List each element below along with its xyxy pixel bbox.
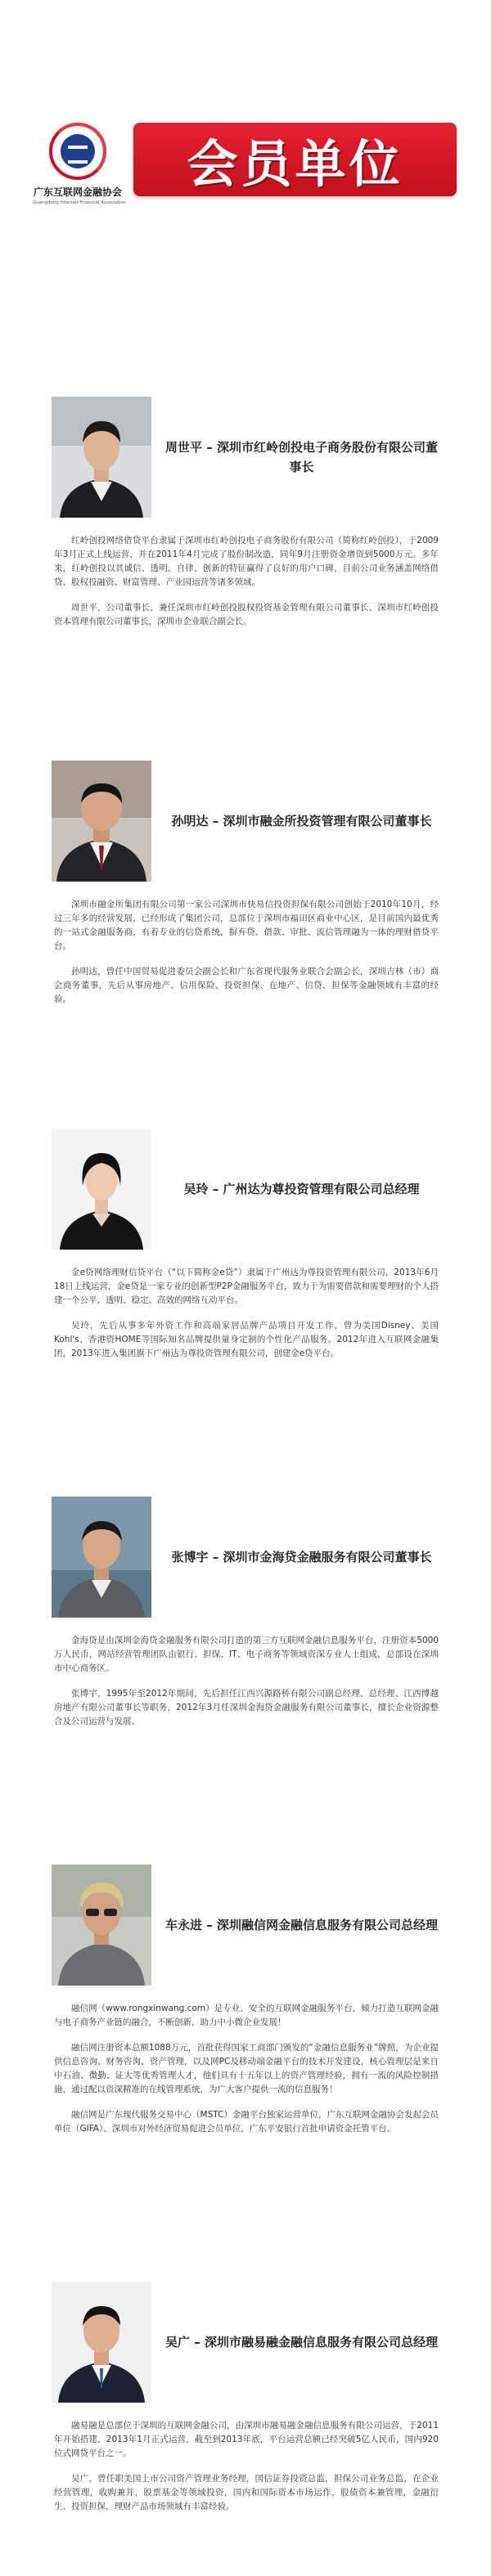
logo-chinese-name: 广东互联网金融协会: [33, 186, 122, 198]
member-paragraph: 吴玲，先后从事多年外资工作和高端家居品牌产品项目开发工作，曾为美国Disney、美国Kohl's、香港资HOME等国际知名品牌提供量身定制的个性化产品服务。2012年进入互联网金融集团，2013年进入集团旗下广州达为尊投资管理有限公司，创建金e贷平台。: [54, 1321, 439, 1358]
member-card: [0, 1865, 491, 2147]
member-paragraph: 吴广，曾任职美国上市公司资产管理业务经理，国信证券投资总监，担保公司业务总监，在企业经营管理，收购兼并，股票基金等领域投资，国内和国际资本市场运作，股债资本兼管理，金融衍生、投资担保，理财产品市场领域有丰富经验。: [54, 2474, 439, 2511]
member-card: [0, 1129, 491, 1372]
member-paragraph: 周世平，公司董事长，兼任深圳市红岭创投股权投资基金管理有限公司董事长、深圳市红岭创投资本管理有限公司董事长，深圳市企业联合副会长。: [54, 603, 439, 626]
member-photo: [52, 1497, 151, 1618]
members-banner: [133, 123, 457, 196]
member-photo: [52, 397, 151, 518]
member-photo: [52, 2282, 151, 2403]
member-title: 吴广 – 深圳市融易融金融信息服务有限公司总经理: [165, 2335, 438, 2349]
member-card: [0, 761, 491, 1018]
banner-title: 会员单位: [187, 133, 403, 194]
member-title: 周世平 – 深圳市红岭创投电子商务股份有限公司董事长: [165, 440, 438, 474]
member-paragraph: 金e贷网络理财信贷平台（“以下简称金e贷”）隶属于广州达为尊投资管理有限公司，2013年6月18日上线运营，金e贷是一家专业的创新型P2P金融服务平台，致力于为需要借款和需要理财的个人搭建一个公平、透明、稳定、高效的网络互动平台。: [54, 1268, 439, 1305]
member-paragraph: 孙明达，曾任中国贸易促进委员会副会长和广东省现代服务业联合会副会长，深圳吉林（市）商会商务董事，先后从事房地产、信用保险、投资担保、在地产、信贷、担保等金融领域有丰富的经验。: [54, 967, 439, 1004]
member-paragraph: 张博宇，1995年至2012年期间，先后担任江西兴源路桥有限公司副总经理、总经理、江西博越房地产有限公司董事长等职务，2012年3月任深圳金海贷金融服务有限公司董事长，擅长企业资源整合及公司运营与发展。: [54, 1689, 439, 1726]
member-photo: [52, 1865, 151, 1986]
member-title: 张博宇 – 深圳市金海贷金融服务有限公司董事长: [171, 1550, 432, 1564]
member-paragraph: 红岭创投网络借贷平台隶属于深圳市红岭创投电子商务股份有限公司（简称红岭创投），于2009年3月正式上线运营，并在2011年4月完成了股份制改造，同年9月注册资金增资到5000万元。多年来，红岭创投以其诚信、透明、自律、创新的特征赢得了良好的用户口碑，目前公司业务涵盖网络借贷、股权投融资、财富管理、产业园运营等诸多领域。: [54, 536, 439, 587]
member-paragraph: 融信网是广东现代服务交易中心（MSTC）金融平台独家运营单位，广东互联网金融协会发起会员单位（GIFA）、深圳市对外经济贸易促进会员单位，广东平安银行首批申请资金托管平台。: [54, 2110, 439, 2134]
member-photo: [52, 761, 151, 882]
member-card: [0, 1497, 491, 1740]
member-paragraph: 融信网注册资本总额1088万元，首批获得国家工商部门颁发的“金融信息服务业”牌照，为企业提供信息咨询、财务咨询、资产管理，以及网PC及移动端金融平台的技术开发建设，核心管理层是来自中石油、微勤、证大等优秀管理人才，他们具有十五年以上的资产管理经验，拥有一流的风险控制措施，通过配以资深精准的在线管理系统，为广大客户提供一流的信息服务！: [54, 2043, 439, 2094]
member-photo: [52, 1129, 151, 1250]
member-description: [54, 1634, 439, 1729]
member-title: 车永进 – 深圳融信网金融信息服务有限公司总经理: [165, 1918, 438, 1932]
member-description: [54, 2419, 439, 2514]
logo-emblem-icon: [49, 123, 106, 180]
member-description: [54, 1266, 439, 1361]
member-description: [54, 2002, 439, 2136]
member-description: [54, 534, 439, 629]
member-paragraph: 融信网（www.rongxinwang.com）是专业、安全的互联网金融服务平台，倾力打造互联网金融与电子商务产业链的融合，不断创新，助力中小微企业发展！: [54, 2004, 439, 2027]
member-paragraph: 融易融是总部位于深圳的互联网金融公司，由深圳市融易融金融信息服务有限公司运营，于2011年开始搭建，2013年1月正式运营，截至到2013年底，平台运营总额已经突破5亿人民币，国内920位式网贷平台之一。: [54, 2421, 439, 2458]
member-paragraph: 深圳市融金所集团有限公司第一家公司深圳市快易信投资担保有限公司创始于2010年10月，经过三年多的经营发展，已经形成了集团公司，总部位于深圳市福田区商业中心区，是目前国内最优秀的一站式金融服务商，有着专业的信贷系统，摒弃贷、借款、审批、流信管理融为一体的理财借贷平台。: [54, 900, 439, 951]
page-header: [0, 0, 491, 204]
member-description: [54, 898, 439, 1007]
association-logo: [33, 123, 127, 205]
member-title: 孙明达 – 深圳市融金所投资管理有限公司董事长: [171, 814, 432, 828]
member-title: 吴玲 – 广州达为尊投资管理有限公司总经理: [183, 1182, 420, 1196]
logo-english-name: Guangdong Internet Financial Association: [33, 200, 127, 205]
member-paragraph: 金海贷是由深圳金海贷金融服务有限公司打造的第三方互联网金融信息服务平台，注册资本5000万人民币，网站经营管理团队由银行、担保、IT、电子商务等领域资深专业人士组成，总部设在深圳市中心商务区。: [54, 1636, 439, 1673]
member-card: [0, 397, 491, 640]
member-card: [0, 2282, 491, 2525]
